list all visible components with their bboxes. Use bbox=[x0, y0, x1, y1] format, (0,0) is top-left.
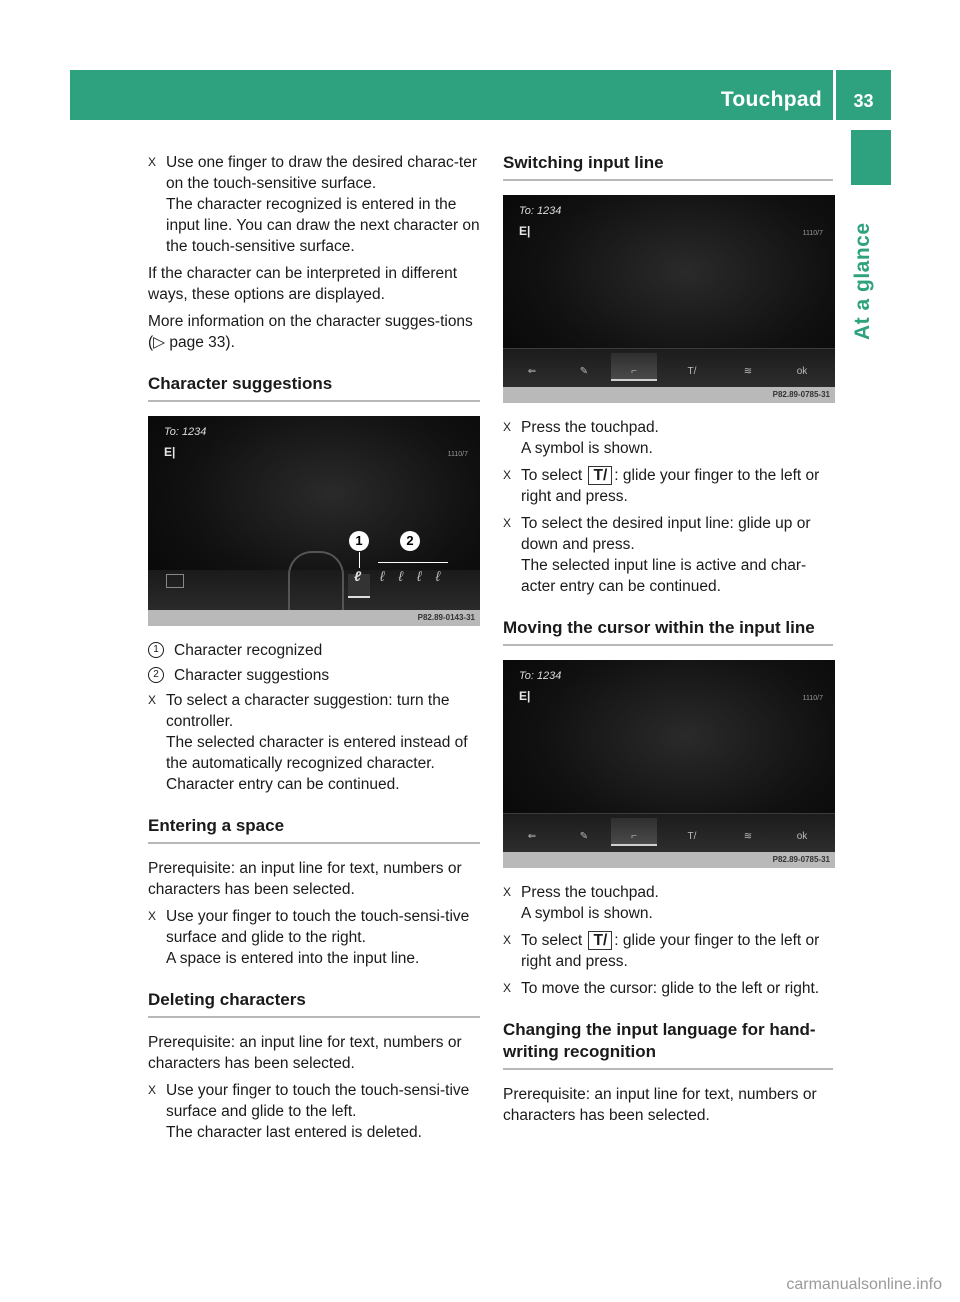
bullet-marker: X bbox=[503, 516, 512, 530]
step-text: Press the touchpad. bbox=[521, 884, 659, 901]
text-mode-key-icon: T/ bbox=[588, 931, 612, 950]
recipient-line: To: 1234 bbox=[519, 670, 562, 682]
callout-1: 1 bbox=[349, 531, 369, 551]
paragraph: If the character can be interpreted in different ways, these options are displayed. bbox=[148, 265, 458, 303]
keypad-icon[interactable]: ≋ bbox=[743, 366, 753, 377]
text-mode-key-icon: T/ bbox=[588, 466, 612, 485]
step-text: To move the cursor: glide to the left or right. bbox=[521, 980, 820, 997]
heading-switching-input-line: Switching input line bbox=[503, 152, 833, 181]
step-text: To select a character suggestion: turn the controller. bbox=[166, 692, 450, 730]
step-text: Use your finger to touch the touch-sensi-tive surface and glide to the right. bbox=[166, 908, 470, 946]
step-result: A symbol is shown. bbox=[521, 905, 653, 922]
cursor-icon[interactable]: ⌐ bbox=[631, 366, 637, 377]
input-field: E| bbox=[519, 224, 531, 238]
step-text: Use one finger to draw the desired charac-ter on the touch-sensitive surface. bbox=[166, 154, 478, 192]
step-result: Character entry can be continued. bbox=[166, 776, 400, 793]
legend-number-2: 2 bbox=[148, 667, 164, 683]
cross-reference[interactable]: More information on the character sugges-tions (▷ page 33). bbox=[148, 313, 473, 351]
bullet-marker: X bbox=[503, 933, 512, 947]
left-column bbox=[148, 152, 480, 1149]
char-counter: 1110/7 bbox=[802, 695, 823, 702]
callout-2: 2 bbox=[400, 531, 420, 551]
right-column bbox=[503, 152, 833, 1132]
image-code: P82.89-0143-31 bbox=[148, 610, 480, 626]
text-input-icon[interactable]: T/ bbox=[687, 831, 697, 842]
bullet-marker: X bbox=[148, 155, 157, 169]
instruction-step bbox=[148, 152, 480, 257]
bullet-marker: X bbox=[148, 909, 157, 923]
watermark: carmanualsonline.info bbox=[786, 1276, 942, 1293]
step-text-post: : glide your finger to the left or right and press. bbox=[521, 467, 820, 505]
step-result: The selected input line is active and char-acter entry can be continued. bbox=[521, 557, 807, 595]
step-result: The selected character is entered instead of the automatically recognized character. bbox=[166, 734, 468, 772]
legend-item bbox=[148, 640, 480, 661]
legend-text: Character suggestions bbox=[174, 667, 330, 684]
heading-entering-space: Entering a space bbox=[148, 815, 480, 844]
text-input-icon[interactable]: T/ bbox=[687, 366, 697, 377]
screenshot-switching-input-line bbox=[503, 195, 835, 403]
instruction-step bbox=[503, 882, 833, 924]
instruction-step bbox=[503, 513, 833, 597]
heading-character-suggestions: Character suggestions bbox=[148, 373, 480, 402]
instruction-step bbox=[148, 1080, 480, 1143]
back-icon[interactable]: ⇐ bbox=[527, 366, 537, 377]
step-text bbox=[521, 930, 833, 972]
callout-line-1 bbox=[359, 552, 360, 568]
legend-text: Character recognized bbox=[174, 642, 323, 659]
step-text-post: : glide your finger to the left or right and press. bbox=[521, 932, 820, 970]
step-text-pre: To select bbox=[521, 932, 583, 949]
prerequisite: Prerequisite: an input line for text, numbers or characters has been selected. bbox=[148, 860, 462, 898]
instruction-step bbox=[148, 906, 480, 969]
step-text: Press the touchpad. bbox=[521, 419, 659, 436]
ok-button[interactable]: ok bbox=[796, 831, 808, 842]
chapter-label: At a glance bbox=[851, 222, 874, 340]
bullet-marker: X bbox=[148, 693, 157, 707]
prerequisite: Prerequisite: an input line for text, numbers or characters has been selected. bbox=[503, 1086, 817, 1124]
input-mode-dock bbox=[503, 813, 835, 852]
bullet-marker: X bbox=[503, 468, 512, 482]
input-field: E| bbox=[164, 445, 176, 459]
step-text bbox=[521, 465, 833, 507]
step-result: The character last entered is deleted. bbox=[166, 1124, 422, 1141]
bullet-marker: X bbox=[503, 981, 512, 995]
instruction-step bbox=[503, 930, 833, 972]
suggestion-glyphs: ℓℓℓℓ bbox=[380, 568, 455, 584]
touchpad-outline bbox=[288, 551, 344, 613]
bullet-marker: X bbox=[503, 420, 512, 434]
back-icon[interactable]: ⇐ bbox=[527, 831, 537, 842]
step-text: To select the desired input line: glide up or down and press. bbox=[521, 515, 811, 553]
recognized-char-glyph: ℓ bbox=[354, 568, 362, 584]
input-field: E| bbox=[519, 689, 531, 703]
screenshot-character-suggestions bbox=[148, 416, 480, 626]
step-result: The character recognized is entered in the input line. You can draw the next character on the touch-sensitive surface. bbox=[166, 196, 480, 255]
callout-line-2 bbox=[378, 562, 448, 563]
legend-item bbox=[148, 665, 480, 686]
instruction-step bbox=[148, 690, 480, 795]
input-mode-dock bbox=[503, 348, 835, 387]
recipient-line: To: 1234 bbox=[164, 426, 207, 438]
heading-changing-input-language: Changing the input language for hand-writing recognition bbox=[503, 1019, 833, 1070]
step-text-pre: To select bbox=[521, 467, 583, 484]
screenshot-moving-cursor bbox=[503, 660, 835, 868]
back-icon bbox=[166, 574, 184, 588]
char-counter: 1110/7 bbox=[447, 451, 468, 458]
image-code: P82.89-0785-31 bbox=[503, 852, 835, 868]
section-title: Touchpad bbox=[720, 88, 822, 111]
instruction-step bbox=[503, 417, 833, 459]
keypad-icon[interactable]: ≋ bbox=[743, 831, 753, 842]
instruction-step bbox=[503, 978, 833, 999]
bullet-marker: X bbox=[503, 885, 512, 899]
prerequisite: Prerequisite: an input line for text, numbers or characters has been selected. bbox=[148, 1034, 462, 1072]
legend-number-1: 1 bbox=[148, 642, 164, 658]
heading-deleting-characters: Deleting characters bbox=[148, 989, 480, 1018]
cursor-icon[interactable]: ⌐ bbox=[631, 831, 637, 842]
chapter-tab bbox=[851, 130, 891, 185]
step-text: Use your finger to touch the touch-sensi-tive surface and glide to the left. bbox=[166, 1082, 470, 1120]
step-result: A symbol is shown. bbox=[521, 440, 653, 457]
ok-button[interactable]: ok bbox=[796, 366, 808, 377]
instruction-step bbox=[503, 465, 833, 507]
handwriting-icon[interactable]: ✎ bbox=[579, 366, 589, 377]
page-number: 33 bbox=[853, 91, 874, 111]
step-result: A space is entered into the input line. bbox=[166, 950, 420, 967]
char-counter: 1110/7 bbox=[802, 230, 823, 237]
heading-moving-cursor: Moving the cursor within the input line bbox=[503, 617, 833, 646]
handwriting-icon[interactable]: ✎ bbox=[579, 831, 589, 842]
recipient-line: To: 1234 bbox=[519, 205, 562, 217]
image-code: P82.89-0785-31 bbox=[503, 387, 835, 403]
bullet-marker: X bbox=[148, 1083, 157, 1097]
